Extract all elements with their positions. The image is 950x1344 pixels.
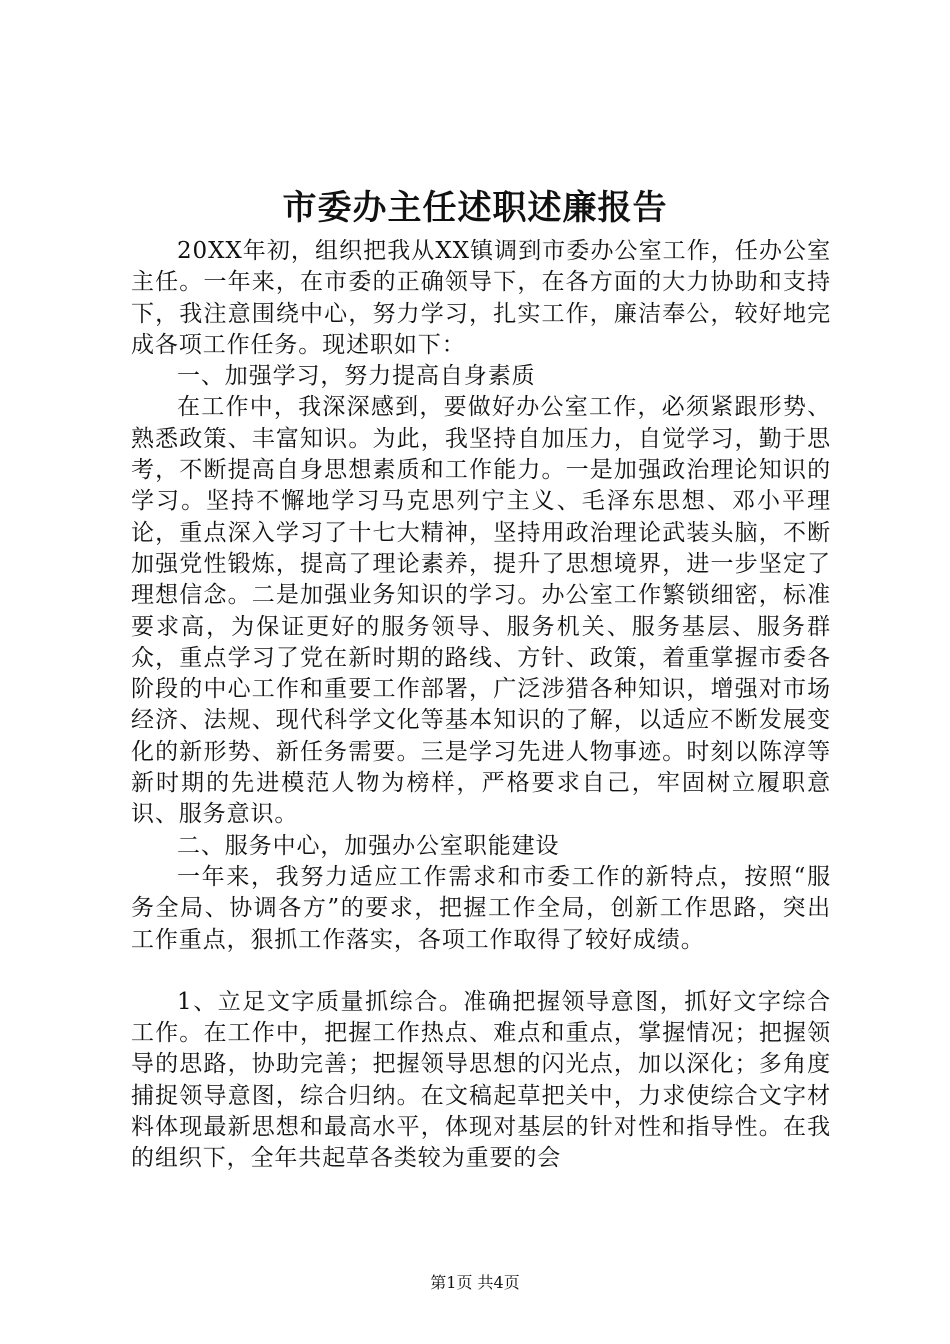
- page-footer: 第1页 共4页: [430, 1273, 520, 1292]
- section-heading-1: 一、加强学习，努力提高自身素质: [177, 363, 536, 390]
- paragraph-intro: 20XX年初，组织把我从XX镇调到市委办公室工作，任办公室主任。一年来，在市委的正确领导下，在各方面的大力协助和支持下，我注意围绕中心，努力学习，扎实工作，廉洁奉公，较好地完成各项工作任务。现述职如下：: [131, 238, 831, 358]
- document-title: 市委办主任述职述廉报告: [282, 188, 668, 228]
- paragraph-study: 在工作中，我深深感到，要做好办公室工作，必须紧跟形势、熟悉政策、丰富知识。为此，我坚持自加压力，自觉学习，勤于思考，不断提高自身思想素质和工作能力。一是加强政治理论知识的学习。坚持不懈地学习马克思列宁主义、毛泽东思想、邓小平理论，重点深入学习了十七大精神，坚持用政治理论武装头脑，不断加强党性锻炼，提高了理论素养，提升了思想境界，进一步坚定了理想信念。二是加强业务知识的学习。办公室工作繁锁细密，标准要求高，为保证更好的服务领导、服务机关、服务基层、服务群众，重点学习了党在新时期的路线、方针、政策，着重掌握市委各阶段的中心工作和重要工作部署，广泛涉猎各种知识，增强对市场经济、法规、现代科学文化等基本知识的了解，以适应不断发展变化的新形势、新任务需要。三是学习先进人物事迹。时刻以陈淳等新时期的先进模范人物为榜样，严格要求自己，牢固树立履职意识、服务意识。: [131, 394, 831, 828]
- paragraph-item-1: 1、立足文字质量抓综合。准确把握领导意图，抓好文字综合工作。在工作中，把握工作热点、难点和重点，掌握情况；把握领导的思路，协助完善；把握领导思想的闪光点，加以深化；多角度捕捉领导意图，综合归纳。在文稿起草把关中，力求使综合文字材料体现最新思想和最高水平，体现对基层的针对性和指导性。在我的组织下，全年共起草各类较为重要的会: [131, 988, 831, 1172]
- document-body: [131, 236, 831, 1175]
- paragraph-service: 一年来，我努力适应工作需求和市委工作的新特点，按照“服务全局、协调各方”的要求，把握工作全局，创新工作思路，突出工作重点，狠抓工作落实，各项工作取得了较好成绩。: [131, 863, 831, 953]
- section-heading-2: 二、服务中心，加强办公室职能建设: [177, 832, 560, 859]
